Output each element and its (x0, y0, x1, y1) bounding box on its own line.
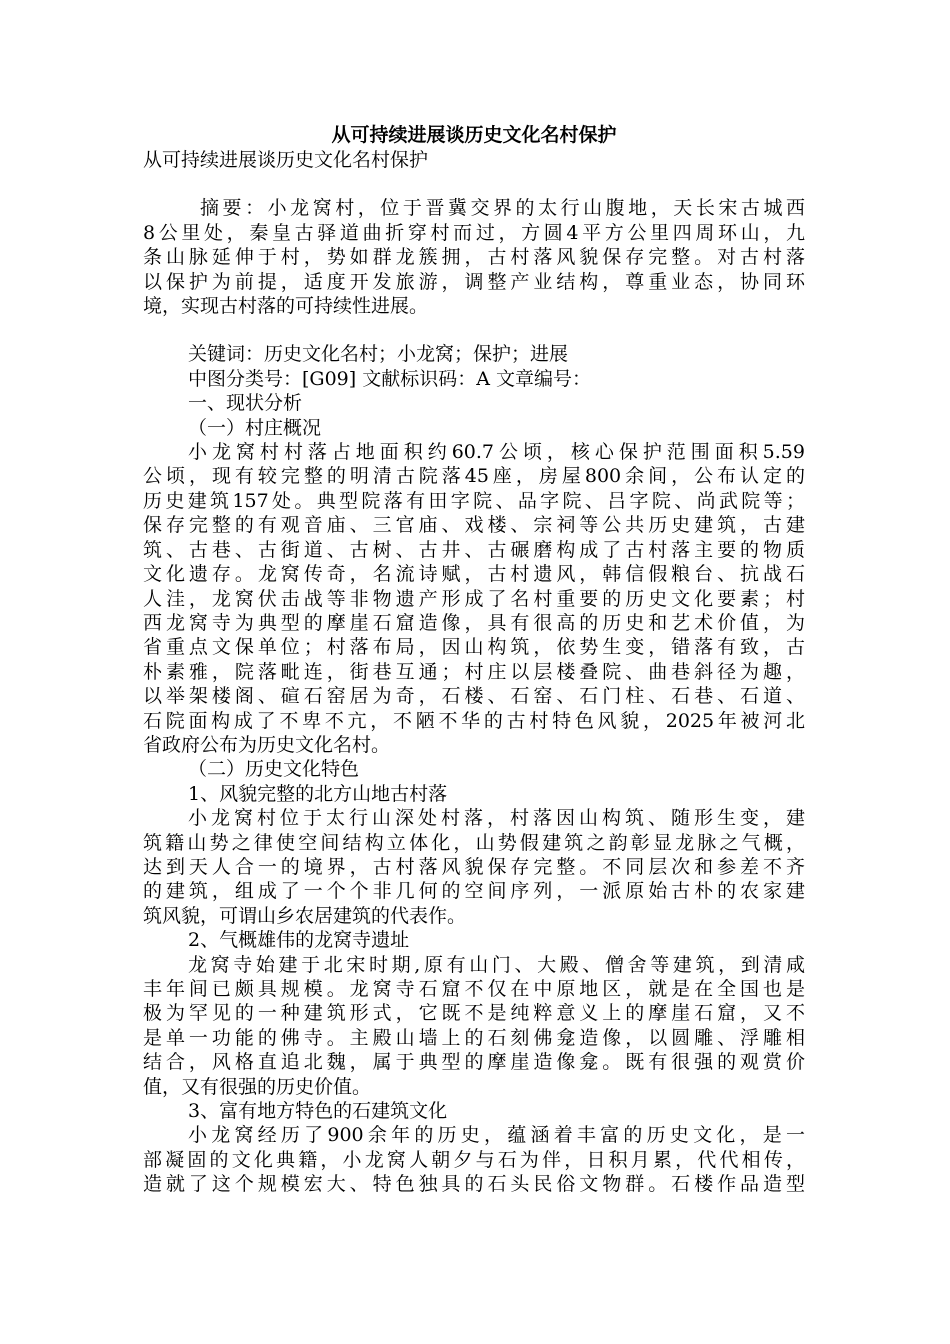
classification-line: 中图分类号：[G09] 文献标识码：A 文章编号： (188, 367, 591, 390)
temple-paragraph (143, 953, 805, 1099)
document-page (143, 122, 805, 1197)
body-line: 小龙窝村位于太行山深处村落，村落因山构筑、随形生变，建 (188, 807, 805, 830)
section-heading: 一、现状分析 (188, 392, 303, 415)
village-style-paragraph (143, 806, 805, 928)
keywords-line: 关键词：历史文化名村；小龙窝；保护；进展 (188, 343, 569, 366)
body-line: 筑、古巷、古街道、古树、古井、古碾磨构成了古村落主要的物质 (143, 538, 805, 561)
body-line: 文化遗存。龙窝传奇，名流诗赋，古村遗风，韩信假粮台、抗战石 (143, 563, 805, 586)
body-line: 丰年间已颇具规模。龙窝寺石窟不仅在中原地区，就是在全国也是 (143, 978, 805, 1000)
body-line: 筑籍山势之律使空间结构立体化，山势假建筑之韵彰显龙脉之气概， (143, 831, 805, 854)
body-line: 的建筑，组成了一个个非几何的空间序列，一派原始古朴的农家建 (143, 880, 805, 903)
abstract-line: 摘要：小龙窝村，位于晋冀交界的太行山腹地，天长宋古城西 (200, 197, 805, 220)
spacer (143, 318, 805, 342)
stone-culture-paragraph (143, 1123, 805, 1196)
body-line: 省重点文保单位；村落布局，因山构筑，依势生变，错落有致，古 (143, 636, 805, 659)
body-line: 朴素雅，院落毗连，街巷互通；村庄以层楼叠院、曲巷斜径为趣， (143, 660, 805, 683)
item-heading: 1、风貌完整的北方山地古村落 (188, 782, 448, 805)
body-line: 龙窝寺始建于北宋时期,原有山门、大殿、僧舍等建筑，到清咸 (188, 953, 805, 976)
abstract-line: 境，实现古村落的可持续性进展。 (143, 295, 429, 318)
item-heading: 2、气概雄伟的龙窝寺遗址 (188, 929, 410, 952)
village-overview-paragraph (143, 440, 805, 757)
body-line: 极为罕见的一种建筑形式，它既不是纯粹意义上的摩崖石窟，又不 (143, 1002, 805, 1025)
body-line: 小龙窝经历了900余年的历史，蕴涵着丰富的历史文化，是一 (188, 1124, 805, 1147)
body-line: 西龙窝寺为典型的摩崖石窟造像，具有很高的历史和艺术价值，为 (143, 611, 805, 634)
body-line: 结合，风格直追北魏，属于典型的摩崖造像龛。既有很强的观赏价 (143, 1051, 805, 1074)
abstract-line: 条山脉延伸于村，势如群龙簇拥，古村落风貌保存完整。对古村落 (143, 246, 805, 269)
document-subtitle: 从可持续进展谈历史文化名村保护 (143, 149, 429, 171)
body-line: 石院面构成了不卑不亢，不陋不华的古村特色风貌，2025年被河北 (143, 709, 805, 732)
body-line: 是单一功能的佛寺。主殿山墙上的石刻佛龛造像，以圆雕、浮雕相 (143, 1026, 805, 1049)
item-heading: 3、富有地方特色的石建筑文化 (188, 1100, 448, 1123)
abstract-line: 8公里处，秦皇古驿道曲折穿村而过，方圆4平方公里四周环山，九 (143, 221, 805, 244)
body-line: 值，又有很强的历史价值。 (143, 1075, 372, 1098)
body-line: 部凝固的文化典籍，小龙窝人朝夕与石为伴，日积月累，代代相传， (143, 1148, 805, 1171)
subsection-heading: （一）村庄概况 (188, 416, 322, 439)
abstract-paragraph (143, 196, 805, 318)
abstract-line: 以保护为前提，适度开发旅游，调整产业结构，尊重业态，协同环 (143, 270, 805, 293)
body-line: 筑风貌，可谓山乡农居建筑的代表作。 (143, 904, 467, 927)
body-line: 历史建筑157处。典型院落有田字院、品字院、吕字院、尚武院等； (143, 489, 805, 512)
body-line: 达到天人合一的境界，古村落风貌保存完整。不同层次和参差不齐 (143, 855, 805, 878)
body-line: 小龙窝村村落占地面积约60.7公顷，核心保护范围面积5.59 (188, 441, 805, 464)
body-line: 造就了这个规模宏大、特色独具的石头民俗文物群。石楼作品造型 (143, 1173, 805, 1196)
body-line: 省政府公布为历史文化名村。 (143, 733, 391, 756)
body-line: 保存完整的有观音庙、三官庙、戏楼、宗祠等公共历史建筑，古建 (143, 514, 805, 537)
document-title: 从可持续进展谈历史文化名村保护 (331, 124, 617, 146)
body-line: 以举架楼阁、碹石窑居为奇，石楼、石窑、石门柱、石巷、石道、 (143, 685, 805, 708)
body-line: 公顷，现有较完整的明清古院落45座，房屋800余间，公布认定的 (143, 465, 805, 488)
spacer (143, 172, 805, 196)
body-line: 人洼，龙窝伏击战等非物遗产形成了名村重要的历史文化要素；村 (143, 587, 805, 610)
subsection-heading: （二）历史文化特色 (188, 758, 360, 781)
